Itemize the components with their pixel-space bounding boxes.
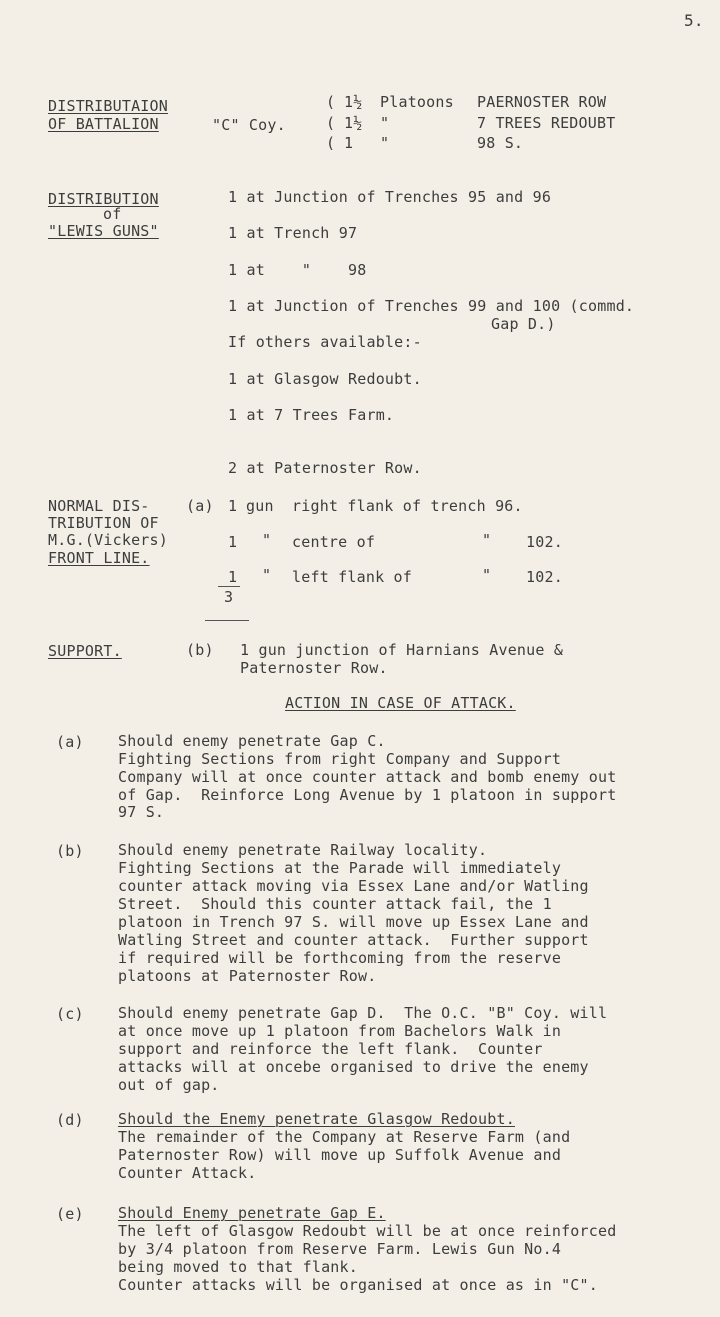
action-line: at once move up 1 platoon from Bachelors Walk in bbox=[118, 1022, 562, 1040]
action-marker: (a) bbox=[56, 733, 84, 751]
battalion-row-qty: 1½ bbox=[344, 93, 363, 111]
action-marker: (b) bbox=[56, 842, 84, 860]
battalion-row-qty: 1 bbox=[344, 134, 354, 152]
battalion-row-qty: 1½ bbox=[344, 114, 363, 132]
battalion-row-place: PAERNOSTER ROW bbox=[477, 93, 607, 111]
action-line: Paternoster Row) will move up Suffolk Avenue and bbox=[118, 1146, 562, 1164]
action-line: Watling Street and counter attack. Further support bbox=[118, 931, 589, 949]
distribution-battalion-label-2: OF BATTALION bbox=[48, 115, 159, 133]
normal-dist-marker-a: (a) bbox=[186, 497, 214, 515]
mg-row-qty: 1 bbox=[228, 568, 238, 586]
support-marker: (b) bbox=[186, 641, 214, 659]
lewis-label-2: of bbox=[103, 205, 122, 223]
fraction-bar bbox=[218, 586, 240, 587]
action-line: counter attack moving via Essex Lane and/or Watling bbox=[118, 877, 589, 895]
battalion-row-unit: " bbox=[380, 114, 390, 132]
action-line: support and reinforce the left flank. Counter bbox=[118, 1040, 543, 1058]
mg-row-position: centre of bbox=[292, 533, 376, 551]
action-marker: (d) bbox=[56, 1111, 84, 1129]
mg-row-position: left flank of bbox=[292, 568, 412, 586]
lewis-item: Gap D.) bbox=[491, 315, 556, 333]
battalion-row-unit: Platoons bbox=[380, 93, 454, 111]
action-line: The remainder of the Company at Reserve Farm (and bbox=[118, 1128, 571, 1146]
battalion-row-paren: ( bbox=[326, 93, 336, 111]
action-subheading: Should the Enemy penetrate Glasgow Redoubt. bbox=[118, 1110, 515, 1128]
action-line: being moved to that flank. bbox=[118, 1258, 358, 1276]
support-label: SUPPORT. bbox=[48, 642, 122, 660]
page-number: 5. bbox=[684, 11, 704, 30]
distribution-battalion-label-1: DISTRIBUTAION bbox=[48, 97, 168, 115]
lewis-item: 1 at Junction of Trenches 99 and 100 (commd. bbox=[228, 297, 635, 315]
mg-row-ditto: " bbox=[482, 566, 492, 584]
action-line: attacks will at oncebe organised to drive the enemy bbox=[118, 1058, 589, 1076]
support-line: Paternoster Row. bbox=[240, 659, 388, 677]
action-line: platoon in Trench 97 S. will move up Essex Lane and bbox=[118, 913, 589, 931]
lewis-item: 1 at Trench 97 bbox=[228, 224, 358, 242]
action-line: Should enemy penetrate Gap D. The O.C. "B" Coy. will bbox=[118, 1004, 608, 1022]
action-subheading: Should Enemy penetrate Gap E. bbox=[118, 1204, 386, 1222]
action-line: Street. Should this counter attack fail, the 1 bbox=[118, 895, 552, 913]
action-line: of Gap. Reinforce Long Avenue by 1 platoon in support bbox=[118, 786, 617, 804]
normal-dist-label-2: TRIBUTION OF bbox=[48, 514, 159, 532]
battalion-row-place: 7 TREES REDOUBT bbox=[477, 114, 616, 132]
lewis-item: 1 at 7 Trees Farm. bbox=[228, 406, 395, 424]
lewis-item: 1 at Glasgow Redoubt. bbox=[228, 370, 422, 388]
action-line: Should enemy penetrate Railway locality. bbox=[118, 841, 488, 859]
action-heading: ACTION IN CASE OF ATTACK. bbox=[285, 694, 516, 712]
action-line: by 3/4 platoon from Reserve Farm. Lewis Gun No.4 bbox=[118, 1240, 562, 1258]
action-marker: (c) bbox=[56, 1005, 84, 1023]
normal-dist-label-3: M.G.(Vickers) bbox=[48, 531, 168, 549]
lewis-item: 1 at Junction of Trenches 95 and 96 bbox=[228, 188, 552, 206]
action-line: platoons at Paternoster Row. bbox=[118, 967, 377, 985]
lewis-label-3: "LEWIS GUNS" bbox=[48, 222, 159, 240]
support-line: 1 gun junction of Harnians Avenue & bbox=[240, 641, 564, 659]
action-line: Counter Attack. bbox=[118, 1164, 257, 1182]
mg-row-position: right flank of trench 96. bbox=[292, 497, 523, 515]
action-line: The left of Glasgow Redoubt will be at once reinforced bbox=[118, 1222, 617, 1240]
section-rule bbox=[205, 620, 249, 621]
action-line: Should enemy penetrate Gap C. bbox=[118, 732, 386, 750]
mg-row-unit: gun bbox=[246, 497, 274, 515]
action-line: Fighting Sections at the Parade will immediately bbox=[118, 859, 562, 877]
action-line: if required will be forthcoming from the reserve bbox=[118, 949, 562, 967]
mg-row-qty: 1 bbox=[228, 497, 238, 515]
lewis-label-1: DISTRIBUTION bbox=[48, 190, 159, 208]
normal-dist-label-4: FRONT LINE. bbox=[48, 549, 150, 567]
lewis-item: 2 at Paternoster Row. bbox=[228, 459, 422, 477]
action-line: Company will at once counter attack and bomb enemy out bbox=[118, 768, 617, 786]
battalion-row-place: 98 S. bbox=[477, 134, 524, 152]
lewis-item: 1 at " 98 bbox=[228, 261, 367, 279]
action-line: out of gap. bbox=[118, 1076, 220, 1094]
battalion-row-paren: ( bbox=[326, 134, 336, 152]
mg-row-trench: 102. bbox=[526, 533, 563, 551]
normal-dist-label-1: NORMAL DIS- bbox=[48, 497, 150, 515]
action-line: 97 S. bbox=[118, 803, 165, 821]
lewis-item: If others available:- bbox=[228, 333, 422, 351]
action-marker: (e) bbox=[56, 1205, 84, 1223]
mg-row-unit: " bbox=[262, 566, 272, 584]
mg-row-ditto: " bbox=[482, 531, 492, 549]
mg-row-trench: 102. bbox=[526, 568, 563, 586]
mg-row-qty: 1 bbox=[228, 533, 238, 551]
action-line: Fighting Sections from right Company and Support bbox=[118, 750, 562, 768]
company-label: "C" Coy. bbox=[212, 116, 286, 134]
action-line: Counter attacks will be organised at once as in "C". bbox=[118, 1276, 598, 1294]
battalion-row-unit: " bbox=[380, 134, 390, 152]
mg-row-unit: " bbox=[262, 531, 272, 549]
battalion-row-paren: ( bbox=[326, 114, 336, 132]
fraction-denominator: 3 bbox=[224, 588, 234, 606]
